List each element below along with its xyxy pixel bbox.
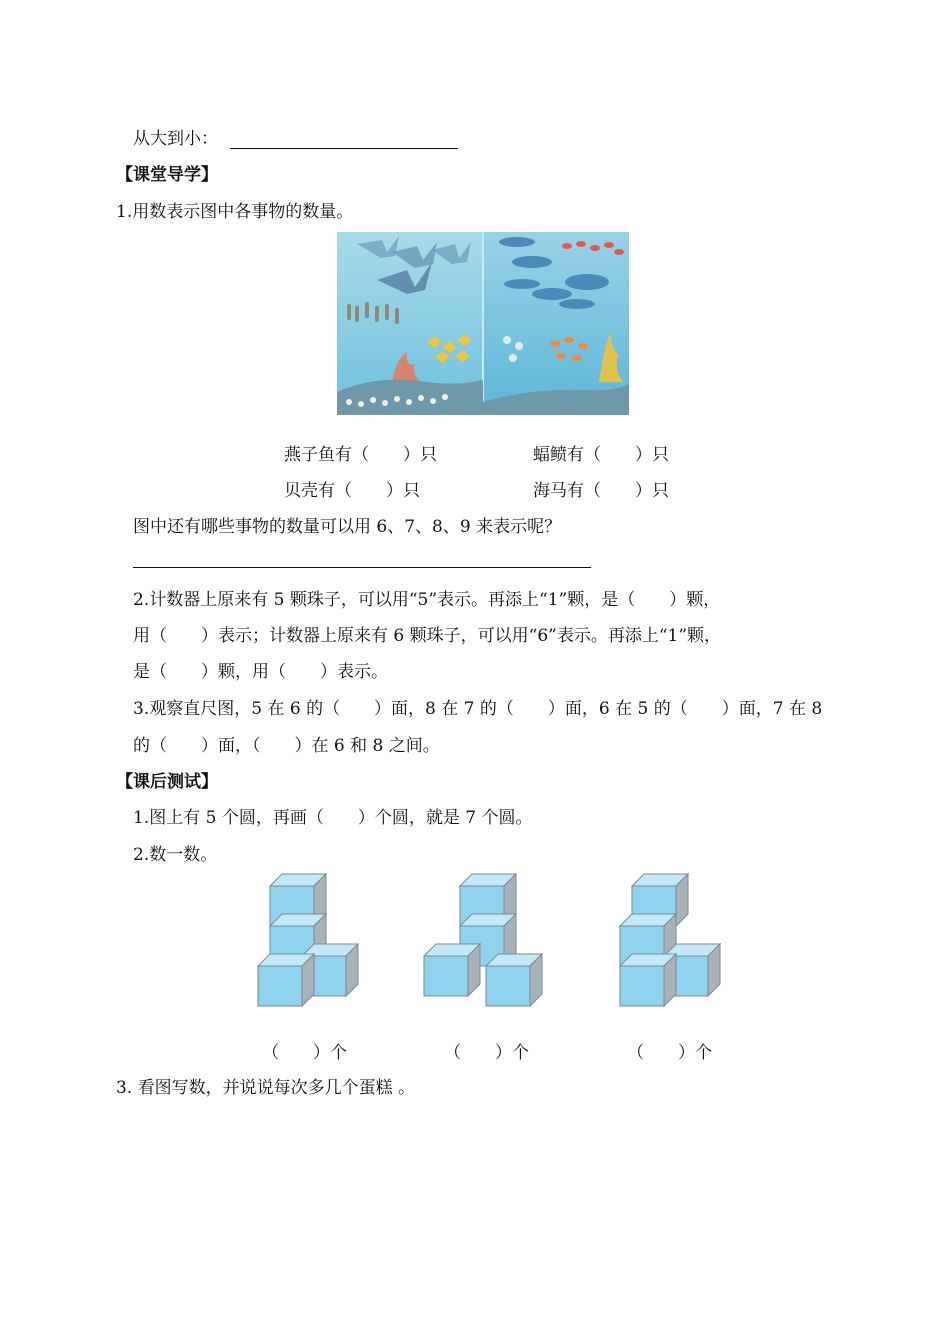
classroom-heading: 【课堂导学】 — [116, 165, 218, 185]
cube-figure-2 — [420, 868, 550, 1010]
ocean-illustration — [337, 232, 629, 415]
manta-count: 蝠鲼有（ ）只 — [533, 445, 669, 465]
q1-prompt: 1.用数表示图中各事物的数量。 — [116, 202, 354, 222]
after-q1: 1.图上有 5 个圆，再画（ ）个圆，就是 7 个圆。 — [133, 808, 533, 828]
cube-figure-3 — [612, 868, 722, 1010]
after-q2: 2.数一数。 — [133, 845, 218, 865]
cube-count-3: （ ）个 — [627, 1043, 712, 1063]
q2-line1: 2.计数器上原来有 5 颗珠子，可以用“5”表示。再添上“1”颗，是（ ）颗， — [133, 590, 721, 610]
order-answer-line — [230, 148, 458, 149]
order-label: 从大到小： — [133, 129, 218, 149]
q2-line3: 是（ ）颗，用（ ）表示。 — [133, 662, 388, 682]
cube-figure-1 — [250, 868, 360, 1010]
after-class-heading: 【课后测试】 — [116, 772, 218, 792]
cube-count-1: （ ）个 — [262, 1043, 347, 1063]
q3-line1: 3.观察直尺图，5 在 6 的（ ）面，8 在 7 的（ ）面，6 在 5 的（ ）面，7 在 8 — [133, 699, 823, 719]
q2-line2: 用（ ）表示；计数器上原来有 6 颗珠子，可以用“6”表示。再添上“1”颗， — [133, 626, 722, 646]
seahorse-count: 海马有（ ）只 — [533, 481, 669, 501]
q3-line2: 的（ ）面，（ ）在 6 和 8 之间。 — [133, 736, 440, 756]
followup-answer-line — [133, 567, 591, 568]
after-q3: 3. 看图写数，并说说每次多几个蛋糕 。 — [116, 1078, 416, 1098]
cube-count-2: （ ）个 — [444, 1043, 529, 1063]
q1-followup: 图中还有哪些事物的数量可以用 6、7、8、9 来表示呢？ — [133, 517, 562, 537]
shell-count: 贝壳有（ ）只 — [284, 481, 420, 501]
swallowfish-count: 燕子鱼有（ ）只 — [284, 445, 437, 465]
